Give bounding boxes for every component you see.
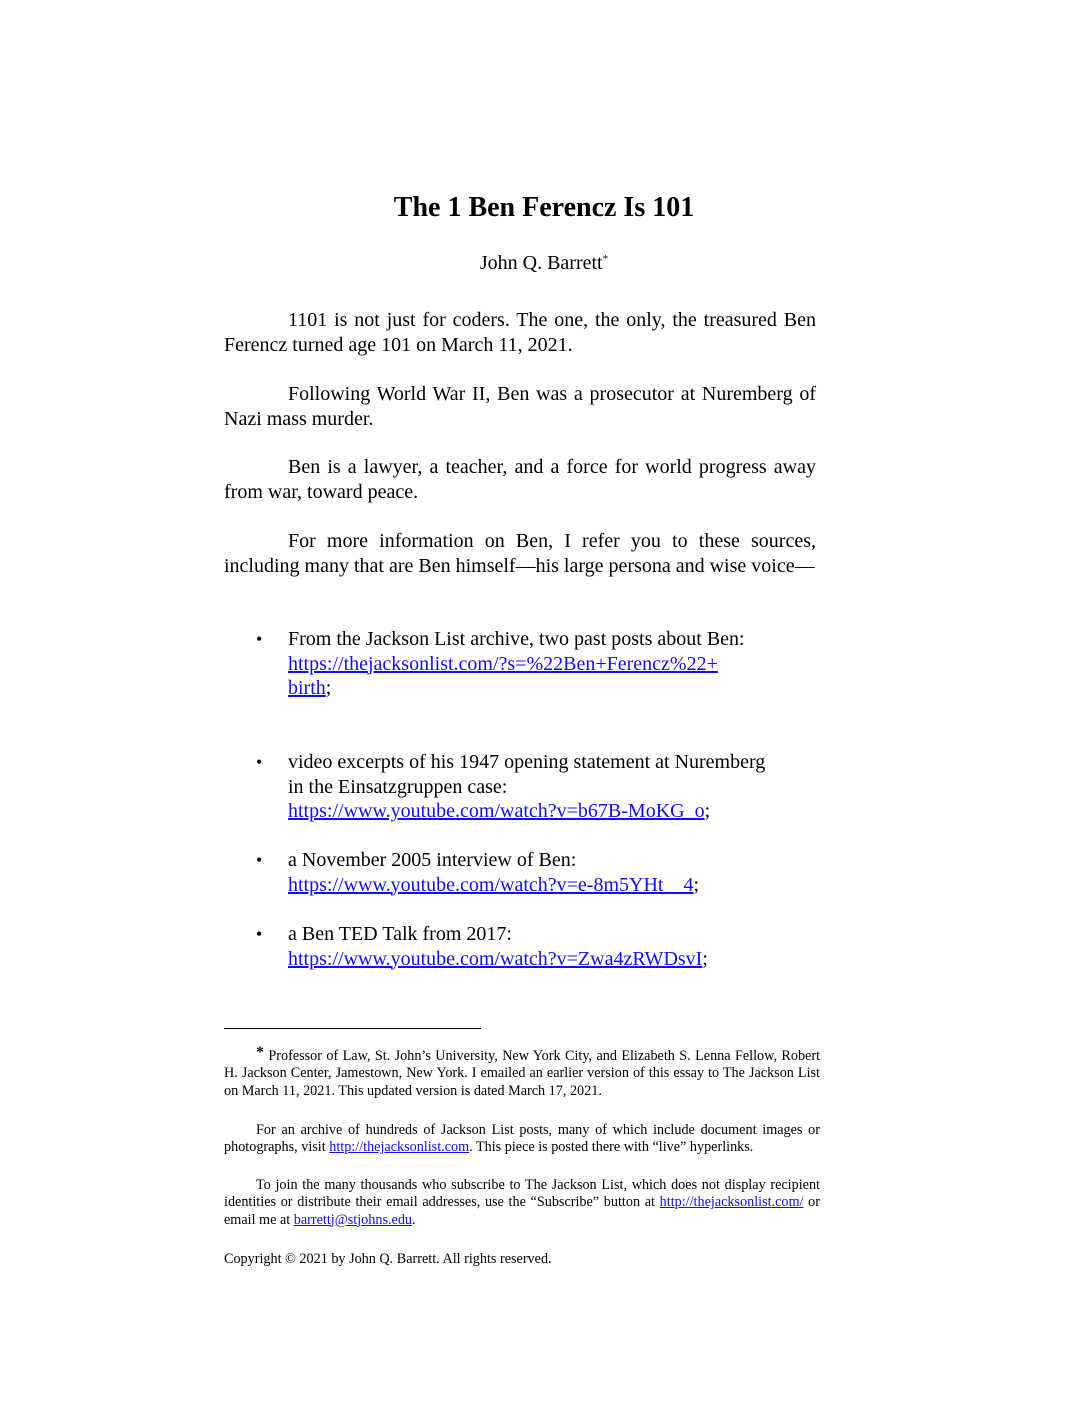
list-item-archive: From the Jackson List archive, two past posts about Ben: https://thejacksonlist.com/?s=%22Ben+Ferencz%22+ birth; [288, 628, 745, 699]
footnote-archive: For an archive of hundreds of Jackson List posts, many of which include document images or photographs, visit http://thejacksonlist.com. This piece is posted there with “live” hyperlinks. [224, 1122, 820, 1156]
list-item-text: From the Jackson List archive, two past posts about Ben: [288, 628, 745, 650]
interview-video-link[interactable]: https://www.youtube.com/watch?v=e-8m5YHt__4 [288, 873, 694, 896]
author-name: John Q. Barrett [479, 252, 603, 274]
bullet-icon: • [256, 629, 263, 649]
list-item-ted-talk: a Ben TED Talk from 2017: https://www.youtube.com/watch?v=Zwa4zRWDsvI; [288, 923, 708, 970]
list-item-opening-statement: video excerpts of his 1947 opening statement at Nuremberg in the Einsatzgruppen case: https://www.youtube.com/watch?v=b67B-MoKG_o; [288, 751, 766, 822]
paragraph-sources: For more information on Ben, I refer you to these sources, including many that are Ben himself—his large persona and wise voice— [224, 530, 816, 577]
subscribe-link[interactable]: http://thejacksonlist.com/ [659, 1194, 804, 1211]
ted-talk-video-link[interactable]: https://www.youtube.com/watch?v=Zwa4zRWDsvI [288, 947, 703, 970]
document-title: The 1 Ben Ferencz Is 101 [393, 192, 695, 223]
list-item-text: a Ben TED Talk from 2017: [288, 923, 512, 945]
jackson-list-link[interactable]: http://thejacksonlist.com [329, 1139, 470, 1156]
author-footnote-mark[interactable]: * [602, 253, 609, 265]
email-link[interactable]: barrettj@stjohns.edu [293, 1211, 413, 1228]
paragraph-intro: 1101 is not just for coders. The one, the only, the treasured Ben Ferencz turned age 101 on March 11, 2021. [224, 309, 816, 356]
bullet-icon: • [256, 752, 263, 772]
opening-statement-video-link[interactable]: https://www.youtube.com/watch?v=b67B-MoKG_o [288, 800, 705, 822]
author-line [0, 246, 1088, 276]
copyright-notice: Copyright © 2021 by John Q. Barrett. All rights reserved. [224, 1251, 552, 1267]
list-item-text: video excerpts of his 1947 opening statement at Nuremberg in the Einsatzgruppen case: [288, 751, 766, 798]
list-item-interview: a November 2005 interview of Ben: https://www.youtube.com/watch?v=e-8m5YHt__4; [288, 849, 700, 896]
archive-link[interactable]: https://thejacksonlist.com/?s=%22Ben+Ferencz%22+ birth [288, 652, 718, 699]
paragraph-nuremberg: Following World War II, Ben was a prosecutor at Nuremberg of Nazi mass murder. [224, 383, 816, 430]
footnote-subscribe: To join the many thousands who subscribe to The Jackson List, which does not display recipient identities or distribute their email addresses, use the “Subscribe” button at http://thejacksonlist.com/ or email me at barrettj@stjohns.edu. [224, 1177, 821, 1228]
bullet-icon: • [256, 850, 263, 870]
bullet-icon: • [256, 924, 263, 944]
footnote-mark: * [256, 1044, 264, 1061]
footnote-separator [224, 1028, 481, 1029]
footnote-affiliation: * Professor of Law, St. John’s University, New York City, and Elizabeth S. Lenna Fellow, Robert H. Jackson Center, Jamestown, New York. I emailed an earlier version of this essay to The Jackson List on March 11, 2021. This updated version is dated March 17, 2021. [224, 1044, 821, 1099]
list-item-text: a November 2005 interview of Ben: [288, 849, 577, 871]
paragraph-lawyer: Ben is a lawyer, a teacher, and a force for world progress away from war, toward peace. [224, 456, 816, 503]
